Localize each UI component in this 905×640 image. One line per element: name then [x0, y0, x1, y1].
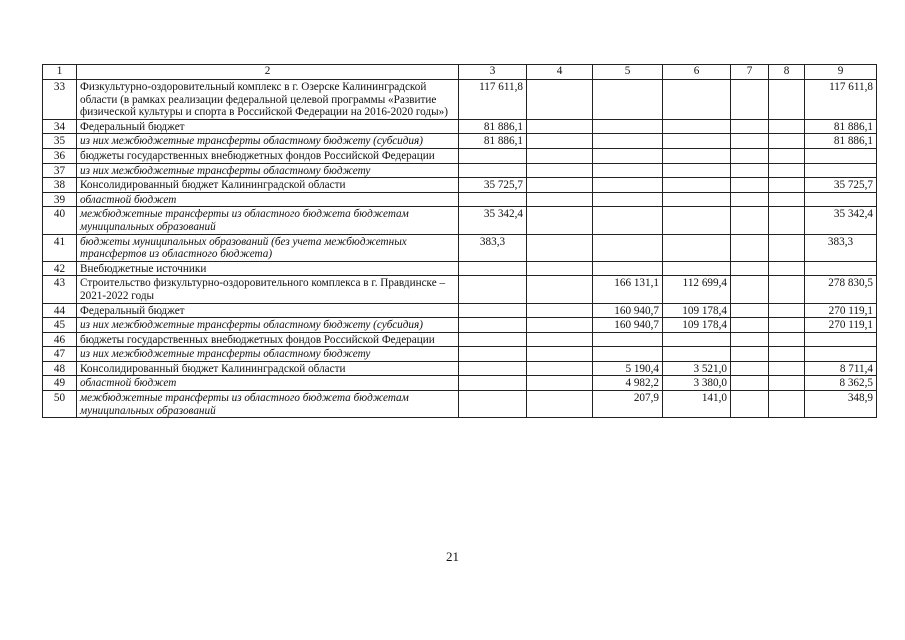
- col6-value-cell: [663, 134, 731, 149]
- col6-value-cell: 112 699,4: [663, 276, 731, 303]
- table-row: [43, 347, 877, 362]
- col5-value-cell: 160 940,7: [593, 318, 663, 333]
- col6-value-cell: [663, 207, 731, 234]
- row-description-cell: бюджеты государственных внебюджетных фондов Российской Федерации: [77, 148, 459, 163]
- col5-value-cell: 207,9: [593, 391, 663, 418]
- row-number-cell: 44: [43, 303, 77, 318]
- table-row: [43, 134, 877, 149]
- col6-value-cell: [663, 192, 731, 207]
- row-description-cell: Федеральный бюджет: [77, 119, 459, 134]
- table-body: [43, 65, 877, 418]
- col3-value-cell: [459, 192, 527, 207]
- col3-value-cell: [459, 303, 527, 318]
- col4-cell: [527, 303, 593, 318]
- col8-cell: [769, 148, 805, 163]
- col4-cell: [527, 391, 593, 418]
- col6-value-cell: [663, 261, 731, 276]
- col3-value-cell: [459, 276, 527, 303]
- col3-value-cell: [459, 318, 527, 333]
- col9-value-cell: 35 725,7: [805, 178, 877, 193]
- col4-cell: [527, 192, 593, 207]
- col9-value-cell: 81 886,1: [805, 134, 877, 149]
- table-row: [43, 178, 877, 193]
- col3-value-cell: [459, 347, 527, 362]
- col3-value-cell: [459, 148, 527, 163]
- row-description-cell: из них межбюджетные трансферты областному бюджету (субсидия): [77, 134, 459, 149]
- budget-table: [42, 64, 877, 418]
- page-number: 21: [446, 549, 459, 564]
- col6-value-cell: 3 521,0: [663, 361, 731, 376]
- col4-cell: [527, 234, 593, 261]
- col7-cell: [731, 148, 769, 163]
- col9-value-cell: [805, 332, 877, 347]
- col8-cell: [769, 347, 805, 362]
- col4-cell: [527, 318, 593, 333]
- row-number-cell: 42: [43, 261, 77, 276]
- row-description-cell: межбюджетные трансферты из областного бюджета бюджетам муниципальных образований: [77, 207, 459, 234]
- col3-value-cell: 35 342,4: [459, 207, 527, 234]
- row-number-cell: 34: [43, 119, 77, 134]
- row-description-cell: из них межбюджетные трансферты областному бюджету: [77, 163, 459, 178]
- column-header: 3: [459, 65, 527, 80]
- col8-cell: [769, 119, 805, 134]
- row-number-cell: 43: [43, 276, 77, 303]
- col5-value-cell: [593, 119, 663, 134]
- col3-value-cell: [459, 391, 527, 418]
- col6-value-cell: [663, 347, 731, 362]
- col5-value-cell: [593, 80, 663, 120]
- col5-value-cell: [593, 347, 663, 362]
- column-header: 4: [527, 65, 593, 80]
- col9-value-cell: 81 886,1: [805, 119, 877, 134]
- col6-value-cell: [663, 163, 731, 178]
- col8-cell: [769, 192, 805, 207]
- col3-value-cell: [459, 163, 527, 178]
- col5-value-cell: [593, 207, 663, 234]
- col7-cell: [731, 332, 769, 347]
- col8-cell: [769, 134, 805, 149]
- row-number-cell: 39: [43, 192, 77, 207]
- col4-cell: [527, 376, 593, 391]
- col9-value-cell: [805, 192, 877, 207]
- col7-cell: [731, 376, 769, 391]
- col8-cell: [769, 376, 805, 391]
- col6-value-cell: [663, 148, 731, 163]
- row-description-cell: Строительство физкультурно-оздоровительного комплекса в г. Правдинске – 2021-2022 годы: [77, 276, 459, 303]
- col9-value-cell: [805, 163, 877, 178]
- col5-value-cell: [593, 261, 663, 276]
- col5-value-cell: [593, 192, 663, 207]
- col3-value-cell: 117 611,8: [459, 80, 527, 120]
- col9-value-cell: [805, 347, 877, 362]
- row-number-cell: 50: [43, 391, 77, 418]
- col3-value-cell: [459, 361, 527, 376]
- col9-value-cell: 383,3: [805, 234, 877, 261]
- col6-value-cell: 109 178,4: [663, 318, 731, 333]
- col8-cell: [769, 391, 805, 418]
- table-row: [43, 276, 877, 303]
- col5-value-cell: 5 190,4: [593, 361, 663, 376]
- col3-value-cell: 35 725,7: [459, 178, 527, 193]
- col6-value-cell: 141,0: [663, 391, 731, 418]
- col7-cell: [731, 391, 769, 418]
- table-row: [43, 163, 877, 178]
- table-row: [43, 376, 877, 391]
- col6-value-cell: [663, 178, 731, 193]
- col6-value-cell: [663, 80, 731, 120]
- col6-value-cell: [663, 119, 731, 134]
- col3-value-cell: 383,3: [459, 234, 527, 261]
- col6-value-cell: [663, 234, 731, 261]
- col9-value-cell: 270 119,1: [805, 318, 877, 333]
- col7-cell: [731, 303, 769, 318]
- row-number-cell: 37: [43, 163, 77, 178]
- row-description-cell: областной бюджет: [77, 192, 459, 207]
- col4-cell: [527, 148, 593, 163]
- col4-cell: [527, 134, 593, 149]
- col8-cell: [769, 178, 805, 193]
- col5-value-cell: [593, 148, 663, 163]
- col9-value-cell: 270 119,1: [805, 303, 877, 318]
- row-number-cell: 33: [43, 80, 77, 120]
- col7-cell: [731, 178, 769, 193]
- table-row: [43, 332, 877, 347]
- col9-value-cell: 8 362,5: [805, 376, 877, 391]
- col4-cell: [527, 163, 593, 178]
- table-row: [43, 361, 877, 376]
- col8-cell: [769, 207, 805, 234]
- col6-value-cell: [663, 332, 731, 347]
- table-row: [43, 207, 877, 234]
- column-header: 6: [663, 65, 731, 80]
- col7-cell: [731, 347, 769, 362]
- col8-cell: [769, 234, 805, 261]
- table-row: [43, 192, 877, 207]
- col3-value-cell: 81 886,1: [459, 134, 527, 149]
- table-row: [43, 119, 877, 134]
- table-row: [43, 391, 877, 418]
- col6-value-cell: 3 380,0: [663, 376, 731, 391]
- row-number-cell: 47: [43, 347, 77, 362]
- col7-cell: [731, 207, 769, 234]
- col4-cell: [527, 332, 593, 347]
- row-description-cell: бюджеты государственных внебюджетных фондов Российской Федерации: [77, 332, 459, 347]
- row-description-cell: Консолидированный бюджет Калининградской области: [77, 361, 459, 376]
- col5-value-cell: [593, 134, 663, 149]
- col8-cell: [769, 80, 805, 120]
- table-row: [43, 261, 877, 276]
- row-description-cell: областной бюджет: [77, 376, 459, 391]
- col9-value-cell: [805, 261, 877, 276]
- col7-cell: [731, 318, 769, 333]
- col4-cell: [527, 207, 593, 234]
- col8-cell: [769, 261, 805, 276]
- col7-cell: [731, 119, 769, 134]
- table-row: [43, 318, 877, 333]
- col3-value-cell: [459, 332, 527, 347]
- header-row: [43, 65, 877, 80]
- col8-cell: [769, 361, 805, 376]
- col3-value-cell: 81 886,1: [459, 119, 527, 134]
- row-number-cell: 40: [43, 207, 77, 234]
- col5-value-cell: [593, 234, 663, 261]
- row-number-cell: 38: [43, 178, 77, 193]
- table-row: [43, 303, 877, 318]
- col7-cell: [731, 163, 769, 178]
- col9-value-cell: 348,9: [805, 391, 877, 418]
- col6-value-cell: 109 178,4: [663, 303, 731, 318]
- table-row: [43, 80, 877, 120]
- row-number-cell: 48: [43, 361, 77, 376]
- col9-value-cell: 117 611,8: [805, 80, 877, 120]
- col8-cell: [769, 318, 805, 333]
- row-description-cell: из них межбюджетные трансферты областному бюджету (субсидия): [77, 318, 459, 333]
- col4-cell: [527, 178, 593, 193]
- col8-cell: [769, 276, 805, 303]
- col9-value-cell: [805, 148, 877, 163]
- col7-cell: [731, 361, 769, 376]
- col7-cell: [731, 192, 769, 207]
- table-row: [43, 234, 877, 261]
- col8-cell: [769, 332, 805, 347]
- row-number-cell: 46: [43, 332, 77, 347]
- row-description-cell: из них межбюджетные трансферты областному бюджету: [77, 347, 459, 362]
- row-number-cell: 49: [43, 376, 77, 391]
- row-description-cell: Внебюджетные источники: [77, 261, 459, 276]
- col5-value-cell: [593, 163, 663, 178]
- col4-cell: [527, 261, 593, 276]
- col7-cell: [731, 276, 769, 303]
- col4-cell: [527, 119, 593, 134]
- row-description-cell: Консолидированный бюджет Калининградской области: [77, 178, 459, 193]
- col3-value-cell: [459, 261, 527, 276]
- col9-value-cell: 35 342,4: [805, 207, 877, 234]
- col7-cell: [731, 261, 769, 276]
- column-header: 1: [43, 65, 77, 80]
- col4-cell: [527, 276, 593, 303]
- col7-cell: [731, 234, 769, 261]
- column-header: 7: [731, 65, 769, 80]
- col5-value-cell: 166 131,1: [593, 276, 663, 303]
- col8-cell: [769, 163, 805, 178]
- col9-value-cell: 8 711,4: [805, 361, 877, 376]
- col4-cell: [527, 347, 593, 362]
- col7-cell: [731, 80, 769, 120]
- col4-cell: [527, 361, 593, 376]
- row-description-cell: Федеральный бюджет: [77, 303, 459, 318]
- row-description-cell: бюджеты муниципальных образований (без учета межбюджетных трансфертов из областного бюджета): [77, 234, 459, 261]
- row-number-cell: 41: [43, 234, 77, 261]
- col3-value-cell: [459, 376, 527, 391]
- col7-cell: [731, 134, 769, 149]
- column-header: 9: [805, 65, 877, 80]
- col8-cell: [769, 303, 805, 318]
- row-number-cell: 45: [43, 318, 77, 333]
- row-description-cell: Физкультурно-оздоровительный комплекс в г. Озерске Калининградской области (в рамках реализации федеральной целевой программы «Развитие физической культуры и спорта в Российской Федерации на 2016-2020 годы»): [77, 80, 459, 120]
- col5-value-cell: 160 940,7: [593, 303, 663, 318]
- col5-value-cell: [593, 332, 663, 347]
- row-description-cell: межбюджетные трансферты из областного бюджета бюджетам муниципальных образований: [77, 391, 459, 418]
- col9-value-cell: 278 830,5: [805, 276, 877, 303]
- column-header: 2: [77, 65, 459, 80]
- col5-value-cell: [593, 178, 663, 193]
- row-number-cell: 35: [43, 134, 77, 149]
- row-number-cell: 36: [43, 148, 77, 163]
- column-header: 8: [769, 65, 805, 80]
- table-row: [43, 148, 877, 163]
- col4-cell: [527, 80, 593, 120]
- col5-value-cell: 4 982,2: [593, 376, 663, 391]
- column-header: 5: [593, 65, 663, 80]
